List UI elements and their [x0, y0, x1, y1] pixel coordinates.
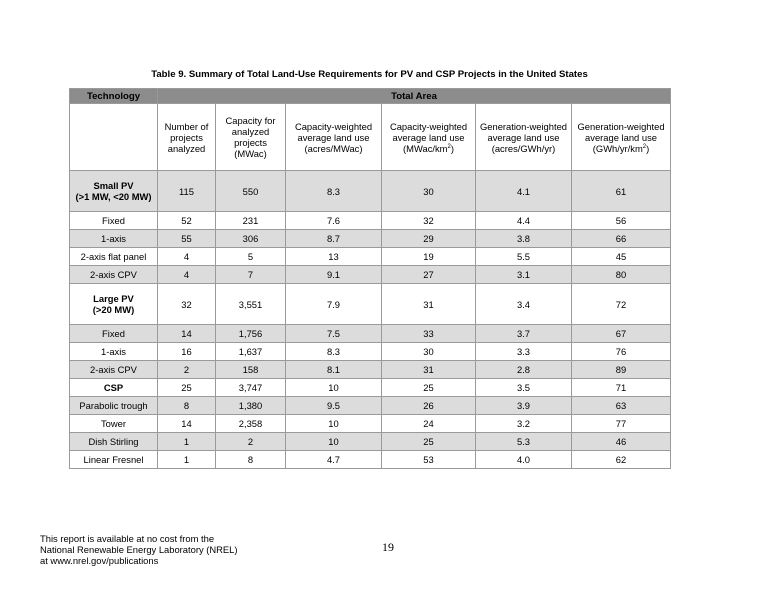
row-label-text: Fixed	[102, 328, 125, 339]
column-header-suffix: )	[646, 142, 650, 154]
table-cell: 8	[158, 397, 216, 415]
table-cell: 1	[158, 433, 216, 451]
table-cell: 3.9	[476, 397, 572, 415]
row-label	[70, 171, 158, 212]
table-cell: 56	[572, 212, 671, 230]
row-label-text: 2-axis CPV	[90, 364, 137, 375]
table-cell: 9.5	[286, 397, 382, 415]
table-cell: 8	[216, 451, 286, 469]
table-cell: 5.3	[476, 433, 572, 451]
table-cell: 1,637	[216, 343, 286, 361]
superscript: 2	[447, 143, 451, 150]
table-cell: 13	[286, 248, 382, 266]
row-label-detail: (>1 MW, <20 MW)	[75, 191, 152, 202]
table-cell: 3.8	[476, 230, 572, 248]
column-header	[572, 104, 671, 171]
superscript: 2	[642, 143, 647, 150]
table-cell: 29	[382, 230, 476, 248]
table-cell: 7	[216, 266, 286, 284]
table-cell: 5.5	[476, 248, 572, 266]
table-caption: Table 9. Summary of Total Land-Use Requirements for PV and CSP Projects in the United States	[151, 69, 588, 80]
total-area-header: Total Area	[158, 89, 671, 104]
table-row	[70, 451, 671, 469]
table-cell: 1,756	[216, 325, 286, 343]
table-row	[70, 171, 671, 212]
table-cell: 3,551	[216, 284, 286, 325]
row-label	[70, 379, 158, 397]
table-cell: 61	[572, 171, 671, 212]
table-cell: 8.3	[286, 343, 382, 361]
footer-line: at www.nrel.gov/publications	[40, 555, 159, 566]
row-label-text: Parabolic trough	[79, 400, 148, 411]
table-cell: 3.5	[476, 379, 572, 397]
table-cell: 16	[158, 343, 216, 361]
column-header-text: Capacity-weighted average land use (acres/MWac)	[294, 120, 373, 154]
table-row	[70, 343, 671, 361]
table-cell: 30	[382, 343, 476, 361]
row-label-text: 2-axis flat panel	[80, 251, 147, 262]
table-cell: 32	[158, 284, 216, 325]
table-cell: 3.7	[476, 325, 572, 343]
table-cell: 306	[216, 230, 286, 248]
row-label	[70, 284, 158, 325]
table-cell: 3.4	[476, 284, 572, 325]
table-cell: 1	[158, 451, 216, 469]
row-label-text: 1-axis	[100, 233, 126, 244]
table-cell: 25	[382, 379, 476, 397]
row-label-text: Large PV	[93, 293, 134, 304]
table-cell: 10	[286, 415, 382, 433]
row-label-text: Small PV	[93, 180, 134, 191]
table-cell: 4.7	[286, 451, 382, 469]
row-label	[70, 343, 158, 361]
row-label	[70, 451, 158, 469]
row-label-detail: (>20 MW)	[92, 304, 135, 315]
table-cell: 4	[158, 248, 216, 266]
column-header-text: Capacity for analyzed projects (MWac)	[225, 115, 276, 159]
row-label	[70, 266, 158, 284]
table-cell: 55	[158, 230, 216, 248]
table-cell: 52	[158, 212, 216, 230]
technology-header: Technology	[70, 89, 158, 104]
table-cell: 25	[382, 433, 476, 451]
table-cell: 1,380	[216, 397, 286, 415]
page-number: 19	[382, 540, 394, 554]
table-cell: 8.3	[286, 171, 382, 212]
table-cell: 5	[216, 248, 286, 266]
row-label-text: Dish Stirling	[88, 436, 139, 447]
table-cell: 231	[216, 212, 286, 230]
row-label	[70, 230, 158, 248]
table-cell: 32	[382, 212, 476, 230]
table-row	[70, 266, 671, 284]
table-cell: 3.3	[476, 343, 572, 361]
table-cell: 24	[382, 415, 476, 433]
table-cell: 2	[158, 361, 216, 379]
row-label-text: 2-axis CPV	[90, 269, 137, 280]
table-cell: 89	[572, 361, 671, 379]
table-cell: 4.0	[476, 451, 572, 469]
table-cell: 10	[286, 379, 382, 397]
table-cell: 25	[158, 379, 216, 397]
table-cell: 158	[216, 361, 286, 379]
column-header	[158, 104, 216, 171]
table-cell: 14	[158, 325, 216, 343]
table-cell: 8.1	[286, 361, 382, 379]
table-cell: 31	[382, 361, 476, 379]
row-label	[70, 212, 158, 230]
row-label-text: Fixed	[102, 215, 125, 226]
row-label	[70, 325, 158, 343]
table-cell: 46	[572, 433, 671, 451]
footer-note	[40, 533, 238, 566]
table-cell: 27	[382, 266, 476, 284]
footer-line: National Renewable Energy Laboratory (NREL)	[40, 544, 238, 555]
row-label	[70, 415, 158, 433]
footer-line: This report is available at no cost from the	[40, 533, 215, 544]
table-cell: 53	[382, 451, 476, 469]
row-label	[70, 397, 158, 415]
table-cell: 72	[572, 284, 671, 325]
table-cell: 63	[572, 397, 671, 415]
table-cell: 76	[572, 343, 671, 361]
blank-header-cell	[70, 104, 158, 171]
table-cell: 7.5	[286, 325, 382, 343]
table-cell: 4.1	[476, 171, 572, 212]
row-label	[70, 248, 158, 266]
table-cell: 4.4	[476, 212, 572, 230]
table-cell: 77	[572, 415, 671, 433]
column-header	[382, 104, 476, 171]
column-header-text: Generation-weighted average land use (acres/GWh/yr)	[479, 120, 568, 154]
row-label	[70, 361, 158, 379]
column-header-text: Generation-weighted average land use (GWh/yr/km	[577, 120, 665, 154]
table-cell: 2.8	[476, 361, 572, 379]
column-header-suffix: )	[450, 142, 454, 154]
table-cell: 2	[216, 433, 286, 451]
column-header	[216, 104, 286, 171]
column-header-text: Capacity-weighted average land use (MWac/km	[389, 120, 468, 154]
table-row	[70, 433, 671, 451]
land-use-table	[69, 88, 671, 469]
table-row	[70, 248, 671, 266]
table-cell: 26	[382, 397, 476, 415]
table-cell: 9.1	[286, 266, 382, 284]
row-label	[70, 433, 158, 451]
table-cell: 33	[382, 325, 476, 343]
table-cell: 31	[382, 284, 476, 325]
column-header	[476, 104, 572, 171]
table-cell: 115	[158, 171, 216, 212]
table-cell: 7.6	[286, 212, 382, 230]
table-cell: 66	[572, 230, 671, 248]
table-cell: 3.2	[476, 415, 572, 433]
table-header-row	[70, 89, 671, 104]
table-cell: 550	[216, 171, 286, 212]
table-row	[70, 212, 671, 230]
table-cell: 71	[572, 379, 671, 397]
row-label-text: Tower	[100, 418, 126, 429]
table-cell: 62	[572, 451, 671, 469]
table-cell: 67	[572, 325, 671, 343]
table-cell: 7.9	[286, 284, 382, 325]
table-row	[70, 397, 671, 415]
table-cell: 3.1	[476, 266, 572, 284]
table-cell: 2,358	[216, 415, 286, 433]
column-header-row	[70, 104, 671, 171]
table-row	[70, 325, 671, 343]
table-cell: 80	[572, 266, 671, 284]
table-cell: 10	[286, 433, 382, 451]
column-header-text: Number of projects analyzed	[164, 120, 209, 154]
table-row	[70, 361, 671, 379]
table-cell: 3,747	[216, 379, 286, 397]
table-row	[70, 415, 671, 433]
table-row	[70, 284, 671, 325]
row-label-text: CSP	[103, 382, 124, 393]
table-row	[70, 230, 671, 248]
table-cell: 4	[158, 266, 216, 284]
table-cell: 8.7	[286, 230, 382, 248]
row-label-text: 1-axis	[100, 346, 126, 357]
table-cell: 14	[158, 415, 216, 433]
table-cell: 30	[382, 171, 476, 212]
table-cell: 19	[382, 248, 476, 266]
column-header	[286, 104, 382, 171]
row-label-text: Linear Fresnel	[83, 454, 144, 465]
table-row	[70, 379, 671, 397]
table-cell: 45	[572, 248, 671, 266]
